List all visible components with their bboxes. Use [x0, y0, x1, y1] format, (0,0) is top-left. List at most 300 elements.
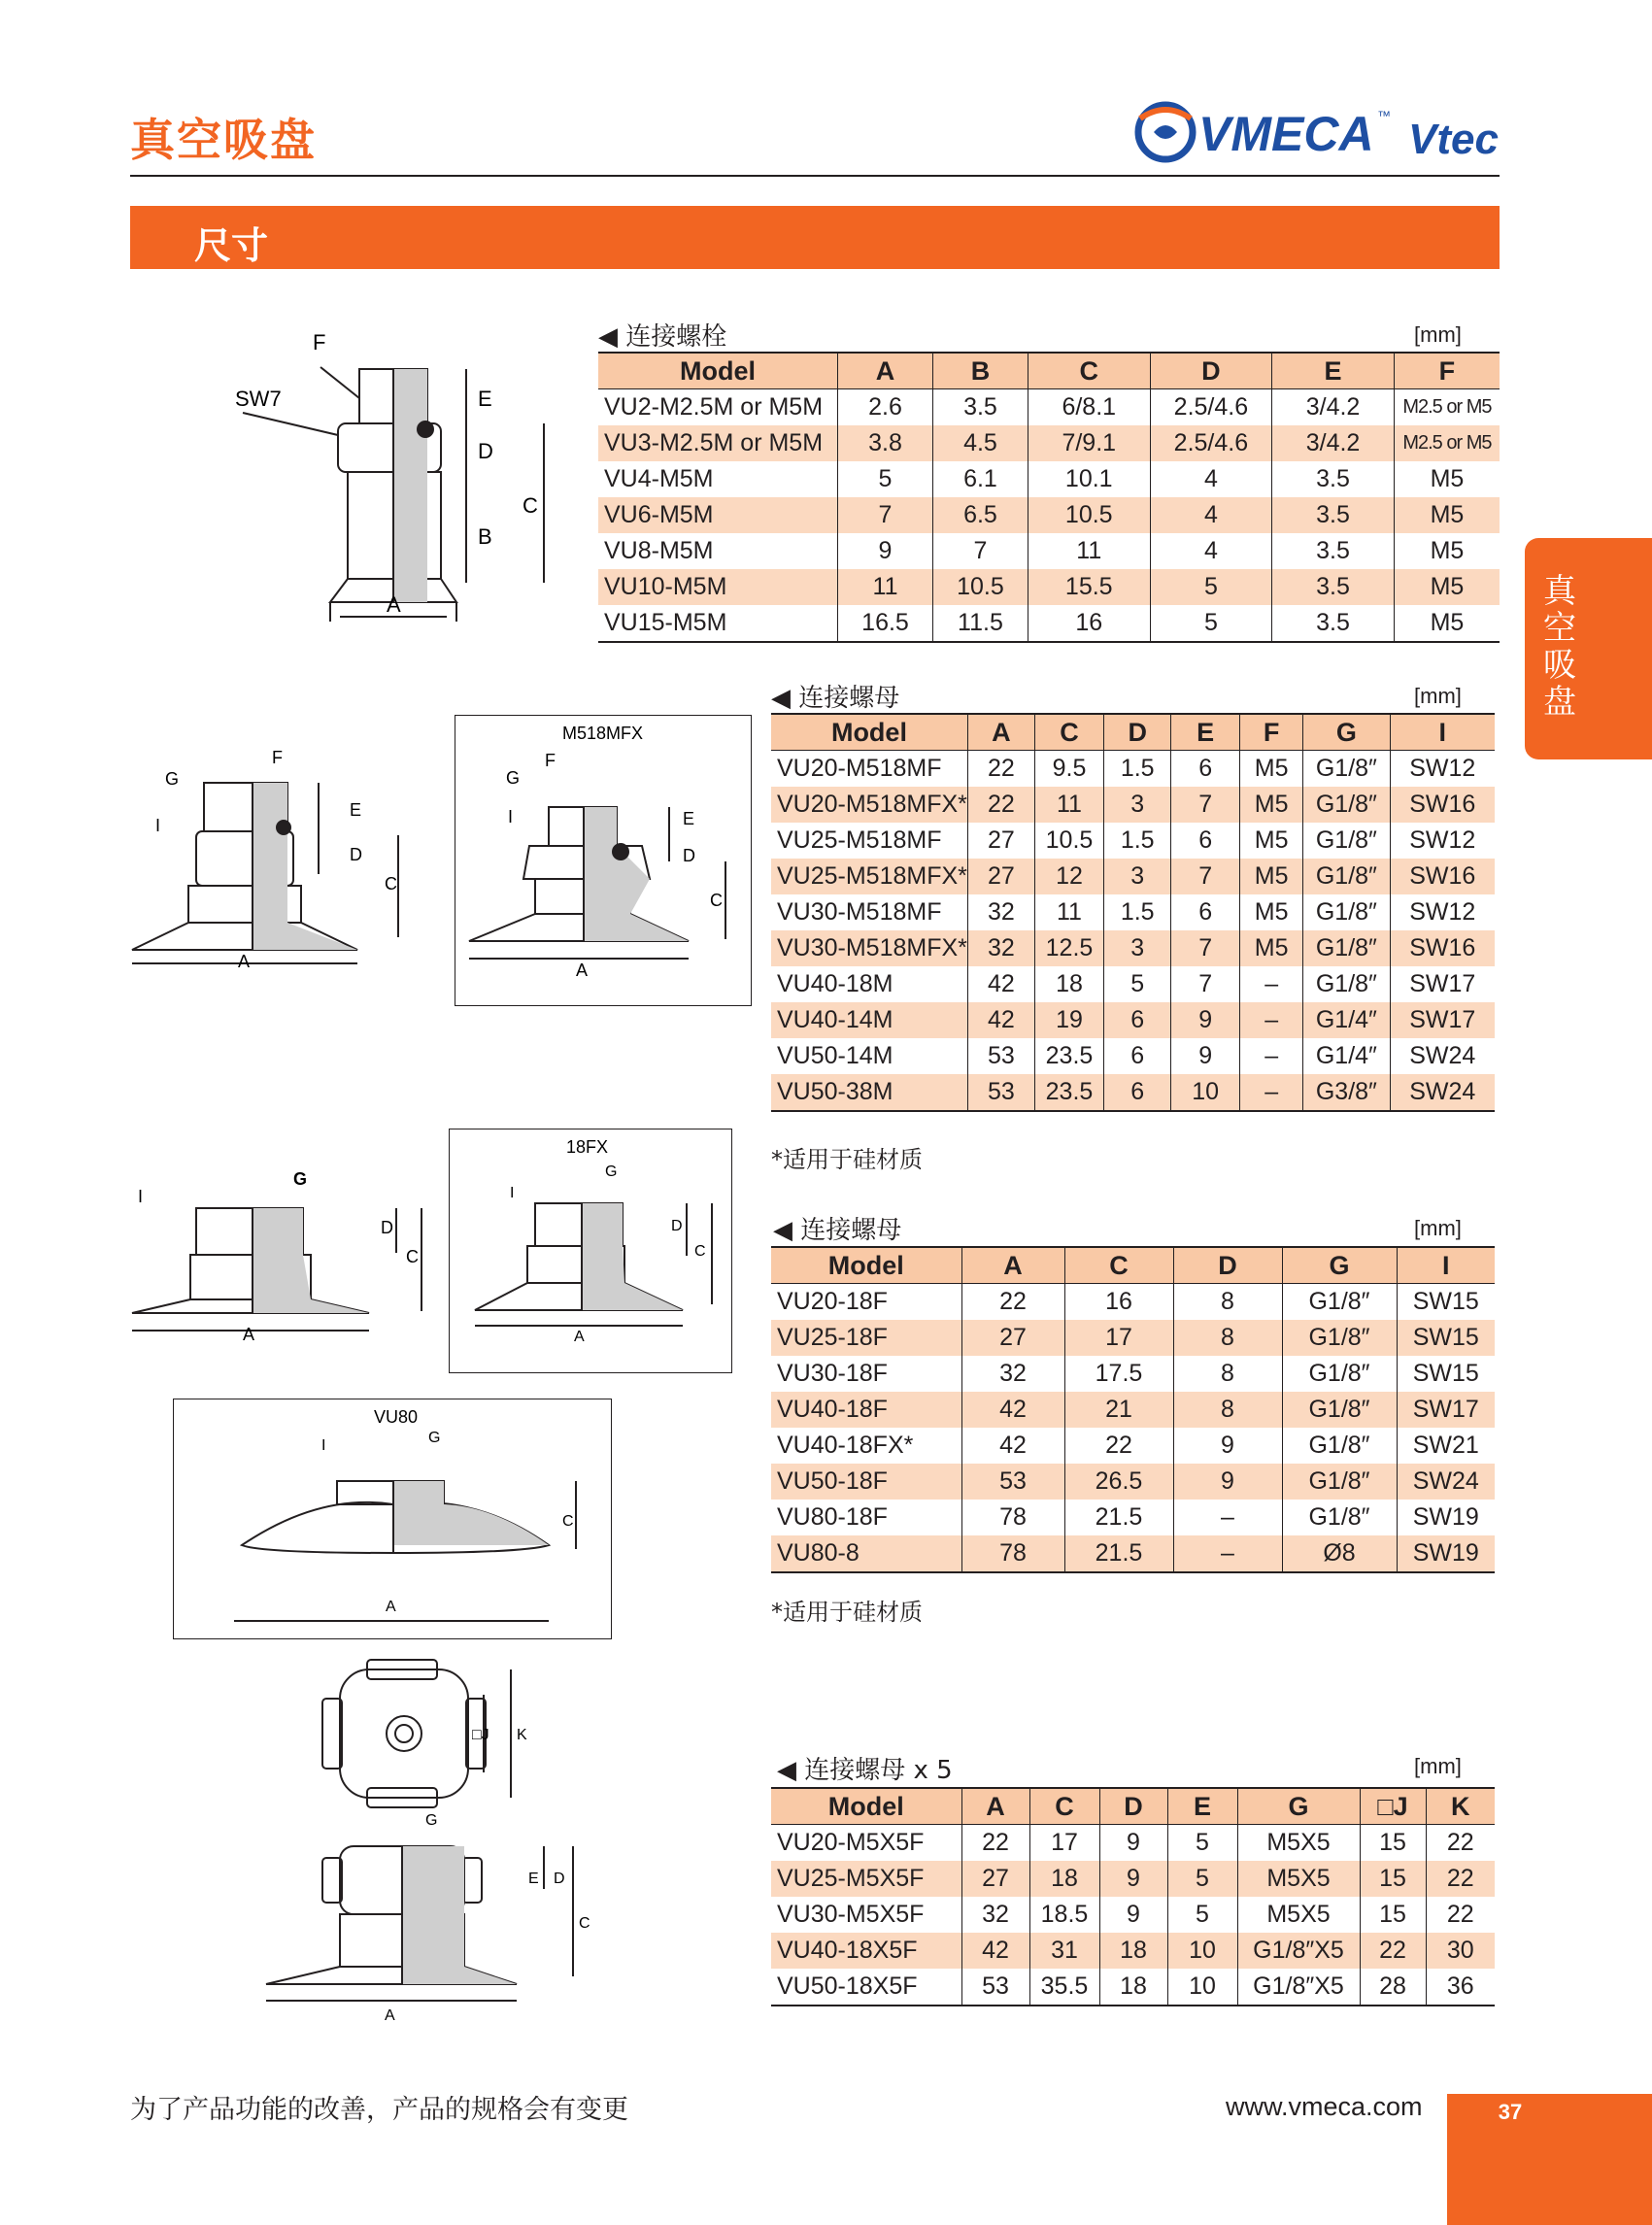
table-nut-m518	[771, 713, 1495, 1112]
svg-text:E: E	[350, 800, 362, 820]
value-cell: M5	[1240, 930, 1303, 966]
value-cell: 8	[1173, 1320, 1282, 1356]
model-cell: VU40-18FX*	[771, 1428, 961, 1464]
table-row	[771, 1500, 1495, 1535]
value-cell: SW16	[1390, 787, 1495, 823]
value-cell: 53	[967, 1038, 1034, 1074]
table-nut-18f	[771, 1246, 1495, 1573]
model-cell: VU25-M518MF	[771, 823, 967, 859]
value-cell: G1/8″	[1303, 787, 1390, 823]
svg-text:F: F	[545, 751, 556, 770]
value-cell: 9	[838, 533, 933, 569]
drawing-nut-mfx	[455, 715, 752, 1006]
svg-text:G: G	[506, 768, 521, 788]
value-cell: 9	[1173, 1428, 1282, 1464]
table-row	[598, 533, 1500, 569]
model-cell: VU40-18M	[771, 966, 967, 1002]
value-cell: 32	[961, 1897, 1029, 1933]
value-cell: 5	[1167, 1861, 1237, 1897]
table-row	[771, 787, 1495, 823]
value-cell: 27	[967, 823, 1034, 859]
section-title: 尺寸	[194, 224, 269, 267]
value-cell: 12	[1034, 859, 1103, 894]
value-cell: 6	[1171, 751, 1240, 788]
value-cell: M5	[1240, 751, 1303, 788]
value-cell: 1.5	[1104, 823, 1171, 859]
value-cell: G1/8″	[1282, 1392, 1397, 1428]
svg-text:F: F	[272, 748, 283, 767]
value-cell: 6	[1171, 894, 1240, 930]
model-cell: VU20-M518MFX*	[771, 787, 967, 823]
svg-text:G: G	[428, 1430, 441, 1446]
drawing-nut-18f	[117, 1165, 437, 1360]
value-cell: SW12	[1390, 751, 1495, 788]
label-b: B	[478, 524, 492, 549]
table-row	[771, 751, 1495, 788]
value-cell: 16.5	[838, 605, 933, 642]
value-cell: M2.5 or M5	[1394, 389, 1500, 426]
value-cell: M5	[1394, 497, 1500, 533]
value-cell: 3.5	[1272, 533, 1395, 569]
column-header: D	[1099, 1788, 1167, 1825]
table-row	[771, 1074, 1495, 1111]
value-cell: SW12	[1390, 823, 1495, 859]
value-cell: 3.5	[1272, 569, 1395, 605]
value-cell: 3	[1104, 859, 1171, 894]
value-cell: G1/8″	[1282, 1284, 1397, 1321]
value-cell: 3.5	[1272, 461, 1395, 497]
model-cell: VU2-M2.5M or M5M	[598, 389, 838, 426]
value-cell: 11.5	[932, 605, 1028, 642]
value-cell: M5X5	[1237, 1897, 1360, 1933]
value-cell: 21.5	[1064, 1535, 1173, 1572]
value-cell: 10.5	[1034, 823, 1103, 859]
footer-url[interactable]: www.vmeca.com	[1226, 2092, 1423, 2121]
value-cell: 27	[961, 1320, 1064, 1356]
value-cell: SW12	[1390, 894, 1495, 930]
value-cell: 9	[1171, 1038, 1240, 1074]
column-header: A	[961, 1788, 1029, 1825]
value-cell: 7	[1171, 930, 1240, 966]
column-header: Model	[598, 353, 838, 389]
value-cell: G1/8″	[1282, 1320, 1397, 1356]
value-cell: 26.5	[1064, 1464, 1173, 1500]
value-cell: G1/8″	[1303, 930, 1390, 966]
column-header: C	[1028, 353, 1150, 389]
table-row	[598, 425, 1500, 461]
model-cell: VU50-14M	[771, 1038, 967, 1074]
value-cell: 9	[1099, 1861, 1167, 1897]
value-cell: 7/9.1	[1028, 425, 1150, 461]
column-header: E	[1171, 714, 1240, 751]
value-cell: –	[1240, 1038, 1303, 1074]
value-cell: 23.5	[1034, 1074, 1103, 1111]
value-cell: SW16	[1390, 930, 1495, 966]
value-cell: 9	[1099, 1897, 1167, 1933]
column-header: G	[1282, 1247, 1397, 1284]
value-cell: 2.5/4.6	[1150, 425, 1272, 461]
svg-text:C: C	[694, 1243, 706, 1260]
value-cell: 6	[1104, 1002, 1171, 1038]
table-m518-caption: ◀ 连接螺母	[771, 684, 900, 713]
vmeca-logo	[1127, 97, 1505, 167]
column-header: D	[1150, 353, 1272, 389]
column-header: F	[1240, 714, 1303, 751]
table-row	[771, 1356, 1495, 1392]
value-cell: 22	[967, 751, 1034, 788]
value-cell: 2.5/4.6	[1150, 389, 1272, 426]
value-cell: 7	[1171, 859, 1240, 894]
column-header: Model	[771, 714, 967, 751]
drawing-bolt	[223, 320, 563, 631]
table-row	[771, 894, 1495, 930]
column-header: A	[961, 1247, 1064, 1284]
value-cell: –	[1240, 1074, 1303, 1111]
value-cell: SW17	[1397, 1392, 1495, 1428]
value-cell: 18	[1099, 1969, 1167, 2006]
value-cell: 32	[961, 1356, 1064, 1392]
value-cell: 18	[1099, 1933, 1167, 1969]
value-cell: G1/8″	[1303, 823, 1390, 859]
value-cell: M5X5	[1237, 1825, 1360, 1862]
model-cell: VU20-18F	[771, 1284, 961, 1321]
value-cell: 21.5	[1064, 1500, 1173, 1535]
value-cell: 22	[967, 787, 1034, 823]
svg-text:G: G	[293, 1169, 308, 1189]
svg-text:E: E	[528, 1871, 539, 1887]
value-cell: 78	[961, 1500, 1064, 1535]
label-e: E	[478, 387, 492, 411]
value-cell: M5	[1240, 859, 1303, 894]
svg-text:G: G	[605, 1163, 618, 1180]
value-cell: 3	[1104, 930, 1171, 966]
value-cell: 53	[961, 1969, 1029, 2006]
value-cell: M2.5 or M5	[1394, 425, 1500, 461]
svg-text:VU80: VU80	[374, 1407, 419, 1427]
value-cell: 22	[1064, 1428, 1173, 1464]
column-header: D	[1173, 1247, 1282, 1284]
value-cell: SW17	[1390, 1002, 1495, 1038]
label-sw7: SW7	[235, 387, 282, 411]
value-cell: 7	[932, 533, 1028, 569]
svg-text:C: C	[385, 874, 397, 893]
table-row	[771, 1038, 1495, 1074]
value-cell: 6	[1171, 823, 1240, 859]
model-cell: VU6-M5M	[598, 497, 838, 533]
table-row	[598, 497, 1500, 533]
table-row	[598, 569, 1500, 605]
value-cell: 23.5	[1034, 1038, 1103, 1074]
value-cell: M5	[1394, 605, 1500, 642]
table-m518-note: *适用于硅材质	[771, 1146, 923, 1173]
label-f: F	[313, 330, 326, 354]
value-cell: 3/4.2	[1272, 425, 1395, 461]
table-18f-unit: [mm]	[1414, 1216, 1462, 1240]
label-a: A	[387, 592, 401, 617]
column-header: A	[967, 714, 1034, 751]
column-header: F	[1394, 353, 1500, 389]
table-row	[771, 823, 1495, 859]
svg-text:D: D	[381, 1218, 393, 1237]
drawing-vu80	[173, 1399, 612, 1639]
value-cell: 9	[1099, 1825, 1167, 1862]
table-row	[771, 1320, 1495, 1356]
value-cell: G1/8″X5	[1237, 1969, 1360, 2006]
value-cell: 6.5	[932, 497, 1028, 533]
value-cell: 3.5	[932, 389, 1028, 426]
column-header: C	[1029, 1788, 1099, 1825]
value-cell: SW19	[1397, 1535, 1495, 1572]
value-cell: 3.5	[1272, 497, 1395, 533]
value-cell: 9.5	[1034, 751, 1103, 788]
value-cell: 19	[1034, 1002, 1103, 1038]
table-row	[771, 1825, 1495, 1862]
table-row	[771, 966, 1495, 1002]
model-cell: VU30-M518MF	[771, 894, 967, 930]
value-cell: 32	[967, 930, 1034, 966]
value-cell: –	[1173, 1500, 1282, 1535]
column-header: A	[838, 353, 933, 389]
value-cell: M5	[1394, 533, 1500, 569]
value-cell: M5	[1240, 787, 1303, 823]
svg-text:G: G	[165, 769, 180, 789]
model-cell: VU50-38M	[771, 1074, 967, 1111]
model-cell: VU40-18F	[771, 1392, 961, 1428]
value-cell: 21	[1064, 1392, 1173, 1428]
table-row	[771, 1933, 1495, 1969]
svg-text:I: I	[321, 1437, 326, 1454]
value-cell: 4	[1150, 461, 1272, 497]
value-cell: G1/8″	[1282, 1356, 1397, 1392]
model-cell: VU25-18F	[771, 1320, 961, 1356]
value-cell: 4	[1150, 533, 1272, 569]
column-header: C	[1064, 1247, 1173, 1284]
model-cell: VU10-M5M	[598, 569, 838, 605]
value-cell: G1/8″	[1282, 1428, 1397, 1464]
value-cell: 22	[1360, 1933, 1426, 1969]
column-header: D	[1104, 714, 1171, 751]
table-row	[771, 859, 1495, 894]
value-cell: 5	[1150, 569, 1272, 605]
column-header: Model	[771, 1788, 961, 1825]
value-cell: 6	[1104, 1038, 1171, 1074]
column-header: E	[1167, 1788, 1237, 1825]
value-cell: 10	[1167, 1933, 1237, 1969]
value-cell: 10.5	[932, 569, 1028, 605]
model-cell: VU20-M518MF	[771, 751, 967, 788]
value-cell: G1/8″	[1303, 859, 1390, 894]
table-bolt-unit: [mm]	[1414, 322, 1462, 347]
table-18f-caption: ◀ 连接螺母	[773, 1216, 902, 1245]
value-cell: 28	[1360, 1969, 1426, 2006]
page-number: 37	[1498, 2100, 1523, 2124]
logo-text: VMECA	[1198, 107, 1374, 161]
value-cell: 8	[1173, 1356, 1282, 1392]
side-tab-label: 真空吸盘	[1543, 572, 1576, 722]
value-cell: 5	[1167, 1897, 1237, 1933]
value-cell: SW15	[1397, 1284, 1495, 1321]
column-header: C	[1034, 714, 1103, 751]
table-row	[598, 389, 1500, 426]
swirl-logo-icon	[1138, 105, 1193, 159]
value-cell: 10.5	[1028, 497, 1150, 533]
svg-text:I: I	[138, 1187, 144, 1206]
column-header: K	[1426, 1788, 1495, 1825]
model-cell: VU50-18X5F	[771, 1969, 961, 2006]
value-cell: 11	[1034, 894, 1103, 930]
table-bolt-caption: ◀ 连接螺栓	[598, 322, 727, 352]
model-cell: VU40-18X5F	[771, 1933, 961, 1969]
column-header: □J	[1360, 1788, 1426, 1825]
value-cell: G1/8″	[1282, 1500, 1397, 1535]
value-cell: G1/8″	[1303, 751, 1390, 788]
value-cell: SW24	[1390, 1038, 1495, 1074]
svg-text:D: D	[350, 845, 362, 864]
value-cell: 17	[1029, 1825, 1099, 1862]
value-cell: SW21	[1397, 1428, 1495, 1464]
svg-text:I: I	[155, 816, 161, 835]
model-cell: VU30-M518MFX*	[771, 930, 967, 966]
value-cell: SW16	[1390, 859, 1495, 894]
value-cell: 8	[1173, 1284, 1282, 1321]
value-cell: 36	[1426, 1969, 1495, 2006]
value-cell: G1/8″	[1282, 1464, 1397, 1500]
value-cell: 3.5	[1272, 605, 1395, 642]
column-header: G	[1303, 714, 1390, 751]
table-row	[598, 605, 1500, 642]
svg-text:D: D	[554, 1871, 565, 1887]
value-cell: G1/4″	[1303, 1038, 1390, 1074]
value-cell: 9	[1171, 1002, 1240, 1038]
value-cell: –	[1240, 1002, 1303, 1038]
value-cell: 4.5	[932, 425, 1028, 461]
svg-text:A: A	[386, 1599, 396, 1615]
value-cell: 6.1	[932, 461, 1028, 497]
svg-text:™: ™	[1377, 108, 1391, 123]
table-row	[771, 1464, 1495, 1500]
svg-text:C: C	[406, 1247, 419, 1266]
model-cell: VU20-M5X5F	[771, 1825, 961, 1862]
svg-text:C: C	[710, 891, 723, 910]
model-cell: VU30-18F	[771, 1356, 961, 1392]
value-cell: Ø8	[1282, 1535, 1397, 1572]
model-cell: VU3-M2.5M or M5M	[598, 425, 838, 461]
value-cell: 22	[961, 1284, 1064, 1321]
value-cell: 15.5	[1028, 569, 1150, 605]
value-cell: 7	[1171, 966, 1240, 1002]
value-cell: 10	[1171, 1074, 1240, 1111]
value-cell: 12.5	[1034, 930, 1103, 966]
value-cell: 3	[1104, 787, 1171, 823]
value-cell: 11	[1034, 787, 1103, 823]
value-cell: 15	[1360, 1897, 1426, 1933]
value-cell: M5	[1394, 461, 1500, 497]
svg-text:□J: □J	[472, 1727, 489, 1743]
value-cell: 10.1	[1028, 461, 1150, 497]
value-cell: 4	[1150, 497, 1272, 533]
table-row	[771, 1897, 1495, 1933]
value-cell: 30	[1426, 1933, 1495, 1969]
value-cell: 18	[1029, 1861, 1099, 1897]
value-cell: 42	[961, 1392, 1064, 1428]
svg-text:I: I	[510, 1185, 515, 1201]
value-cell: 16	[1028, 605, 1150, 642]
value-cell: 5	[838, 461, 933, 497]
model-cell: VU25-M5X5F	[771, 1861, 961, 1897]
value-cell: 17.5	[1064, 1356, 1173, 1392]
svg-text:A: A	[385, 2007, 395, 2024]
value-cell: 3/4.2	[1272, 389, 1395, 426]
value-cell: 15	[1360, 1861, 1426, 1897]
value-cell: 35.5	[1029, 1969, 1099, 2006]
value-cell: 16	[1064, 1284, 1173, 1321]
page-title: 真空吸盘	[130, 114, 317, 166]
column-header: I	[1390, 714, 1495, 751]
table-x5-caption: ◀ 连接螺母 x 5	[777, 1756, 953, 1785]
value-cell: M5X5	[1237, 1861, 1360, 1897]
table-nut-x5	[771, 1787, 1495, 2006]
value-cell: 9	[1173, 1464, 1282, 1500]
value-cell: 10	[1167, 1969, 1237, 2006]
value-cell: 6/8.1	[1028, 389, 1150, 426]
value-cell: 11	[1028, 533, 1150, 569]
svg-text:A: A	[576, 961, 589, 980]
value-cell: 7	[1171, 787, 1240, 823]
svg-text:C: C	[579, 1915, 590, 1932]
value-cell: G1/8″X5	[1237, 1933, 1360, 1969]
value-cell: 5	[1150, 605, 1272, 642]
svg-text:E: E	[683, 809, 695, 828]
table-row	[771, 1535, 1495, 1572]
value-cell: 18.5	[1029, 1897, 1099, 1933]
model-cell: VU15-M5M	[598, 605, 838, 642]
model-cell: VU30-M5X5F	[771, 1897, 961, 1933]
table-row	[771, 1002, 1495, 1038]
value-cell: 1.5	[1104, 751, 1171, 788]
value-cell: M5	[1394, 569, 1500, 605]
value-cell: 8	[1173, 1392, 1282, 1428]
value-cell: 32	[967, 894, 1034, 930]
value-cell: 27	[967, 859, 1034, 894]
value-cell: 27	[961, 1861, 1029, 1897]
footer-note: 为了产品功能的改善，产品的规格会有变更	[130, 2095, 628, 2125]
value-cell: 22	[1426, 1825, 1495, 1862]
drawing-nut-18fx	[449, 1129, 732, 1373]
value-cell: 3.8	[838, 425, 933, 461]
value-cell: SW19	[1397, 1500, 1495, 1535]
value-cell: G3/8″	[1303, 1074, 1390, 1111]
column-header: E	[1272, 353, 1395, 389]
value-cell: 6	[1104, 1074, 1171, 1111]
label-c: C	[523, 493, 538, 518]
column-header: G	[1237, 1788, 1360, 1825]
value-cell: SW15	[1397, 1320, 1495, 1356]
value-cell: 53	[967, 1074, 1034, 1111]
svg-text:D: D	[683, 846, 695, 865]
value-cell: 15	[1360, 1825, 1426, 1862]
table-row	[598, 461, 1500, 497]
drawing-x5-top	[311, 1656, 544, 1811]
value-cell: 42	[967, 1002, 1034, 1038]
value-cell: 53	[961, 1464, 1064, 1500]
svg-text:A: A	[574, 1329, 585, 1345]
value-cell: 2.6	[838, 389, 933, 426]
value-cell: 17	[1064, 1320, 1173, 1356]
svg-text:18FX: 18FX	[566, 1137, 609, 1157]
table-row	[771, 1969, 1495, 2006]
table-row	[771, 930, 1495, 966]
drawing-x5-side	[253, 1802, 602, 2030]
